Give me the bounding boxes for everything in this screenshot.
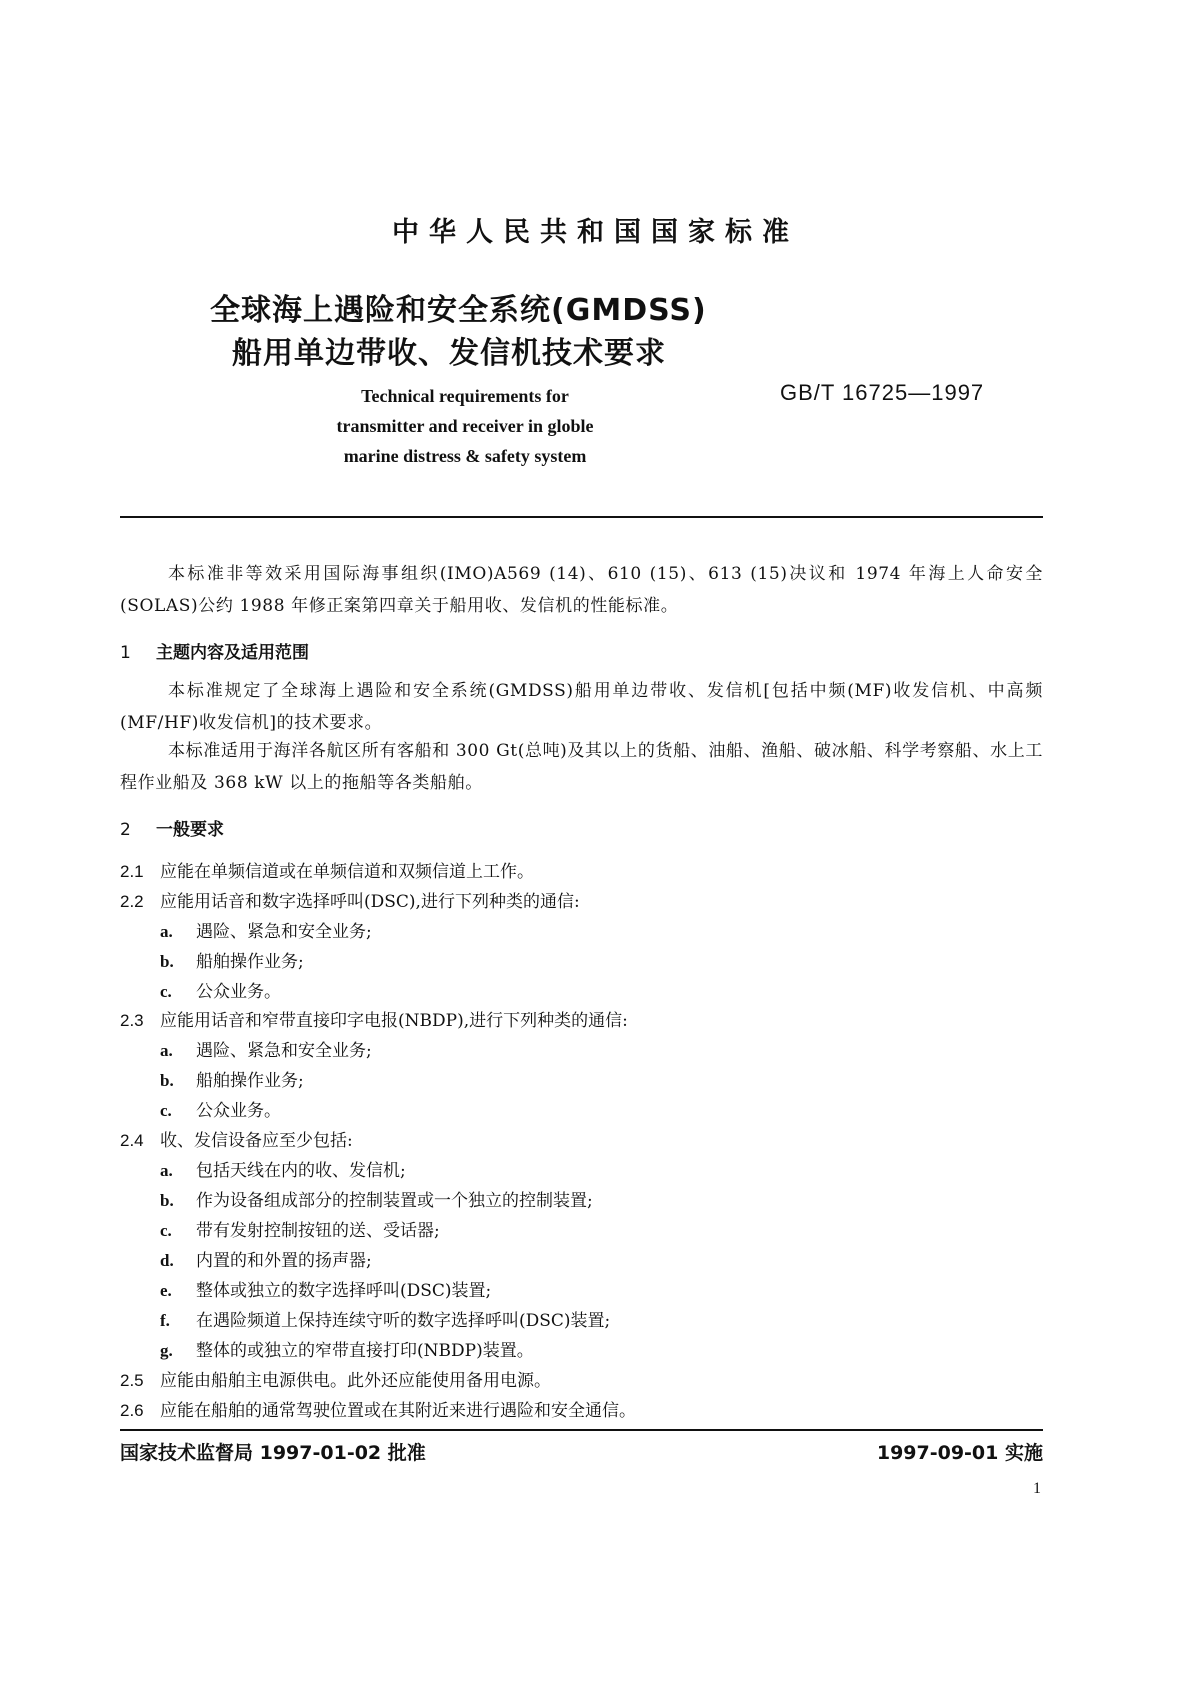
item-letter: a. (160, 1041, 173, 1060)
item-letter: c. (160, 1101, 172, 1120)
list-item (160, 1156, 406, 1181)
list-item (160, 1066, 304, 1091)
list-item (160, 1306, 610, 1331)
item-text: 整体或独立的数字选择呼叫(DSC)装置; (196, 1281, 492, 1301)
item-text: 遇险、紧急和安全业务; (196, 922, 372, 942)
clause-number: 2.3 (120, 1011, 144, 1030)
item-letter: b. (160, 1071, 174, 1090)
item-text: 船舶操作业务; (196, 952, 304, 972)
section-1-paragraph-1: 本标准规定了全球海上遇险和安全系统(GMDSS)船用单边带收、发信机[包括中频(MF)收发信机、中高频(MF/HF)收发信机]的技术要求。 (120, 681, 1043, 733)
item-letter: a. (160, 922, 173, 941)
effective-date: 1997-09-01 实施 (876, 1442, 1043, 1464)
clause-2-5 (120, 1366, 551, 1391)
item-letter: a. (160, 1161, 173, 1180)
clause-2-6 (120, 1396, 636, 1421)
item-letter: e. (160, 1281, 172, 1300)
list-item (160, 1186, 593, 1211)
item-letter: b. (160, 1191, 174, 1210)
title-line-2: 船用单边带收、发信机技术要求 (232, 336, 666, 371)
list-item (160, 1336, 534, 1361)
issued-by: 国家技术监督局 1997-01-02 批准 (120, 1442, 426, 1464)
clause-text: 应能在船舶的通常驾驶位置或在其附近来进行遇险和安全通信。 (160, 1401, 636, 1421)
clause-number: 2.6 (120, 1401, 144, 1420)
clause-number: 2.5 (120, 1371, 144, 1390)
national-standard-heading: 中华人民共和国国家标准 (392, 217, 799, 248)
header-divider (120, 516, 1043, 518)
title-line-1: 全球海上遇险和安全系统(GMDSS) (210, 293, 707, 328)
item-letter: c. (160, 982, 172, 1001)
clause-2-1 (120, 857, 534, 882)
item-text: 公众业务。 (196, 982, 281, 1002)
item-letter: c. (160, 1221, 172, 1240)
section-number: 1 (120, 643, 131, 663)
list-item (160, 1276, 491, 1301)
english-title-line-3: marine distress & safety system (343, 446, 587, 466)
clause-number: 2.1 (120, 862, 144, 881)
english-title-line-2: transmitter and receiver in globle (336, 416, 594, 436)
section-title: 一般要求 (156, 820, 224, 840)
intro-paragraph: 本标准非等效采用国际海事组织(IMO)A569 (14)、610 (15)、613 (15)决议和 1974 年海上人命安全(SOLAS)公约 1988 年修正案第四章关于船用收、发信机的性能标准。 (120, 564, 1043, 616)
list-item (160, 1036, 372, 1061)
section-1-paragraph-2: 本标准适用于海洋各航区所有客船和 300 Gt(总吨)及其以上的货船、油船、渔船、破冰船、科学考察船、水上工程作业船及 368 kW 以上的拖船等各类船舶。 (120, 741, 1043, 793)
item-text: 包括天线在内的收、发信机; (196, 1161, 406, 1181)
clause-text: 收、发信设备应至少包括: (160, 1131, 353, 1151)
clause-2-4 (120, 1126, 353, 1151)
footer-divider (120, 1429, 1043, 1431)
section-number: 2 (120, 820, 131, 840)
clause-number: 2.4 (120, 1131, 144, 1150)
list-item (160, 1096, 281, 1121)
clause-text: 应能在单频信道或在单频信道和双频信道上工作。 (160, 862, 534, 882)
section-2-heading (120, 815, 224, 840)
item-letter: d. (160, 1251, 174, 1270)
list-item (160, 1246, 372, 1271)
clause-text: 应能用话音和数字选择呼叫(DSC),进行下列种类的通信: (160, 892, 580, 912)
list-item (160, 977, 281, 1002)
item-text: 内置的和外置的扬声器; (196, 1251, 372, 1271)
item-text: 作为设备组成部分的控制装置或一个独立的控制装置; (196, 1191, 593, 1211)
item-letter: g. (160, 1341, 173, 1360)
standard-number: GB/T 16725—1997 (780, 380, 985, 405)
item-text: 带有发射控制按钮的送、受话器; (196, 1221, 440, 1241)
item-text: 在遇险频道上保持连续守听的数字选择呼叫(DSC)装置; (196, 1311, 611, 1331)
item-text: 船舶操作业务; (196, 1071, 304, 1091)
english-title-line-1: Technical requirements for (361, 386, 569, 406)
clause-2-3 (120, 1006, 628, 1031)
item-text: 公众业务。 (196, 1101, 281, 1121)
clause-2-2 (120, 887, 580, 912)
list-item (160, 917, 372, 942)
section-title: 主题内容及适用范围 (156, 643, 309, 663)
clause-text: 应能用话音和窄带直接印字电报(NBDP),进行下列种类的通信: (160, 1011, 628, 1031)
section-1-heading (120, 638, 309, 663)
page-number: 1 (1033, 1480, 1041, 1497)
item-letter: f. (160, 1311, 170, 1330)
clause-number: 2.2 (120, 892, 144, 911)
item-text: 整体的或独立的窄带直接打印(NBDP)装置。 (196, 1341, 534, 1361)
list-item (160, 947, 304, 972)
item-letter: b. (160, 952, 174, 971)
clause-text: 应能由船舶主电源供电。此外还应能使用备用电源。 (160, 1371, 551, 1391)
list-item (160, 1216, 440, 1241)
item-text: 遇险、紧急和安全业务; (196, 1041, 372, 1061)
